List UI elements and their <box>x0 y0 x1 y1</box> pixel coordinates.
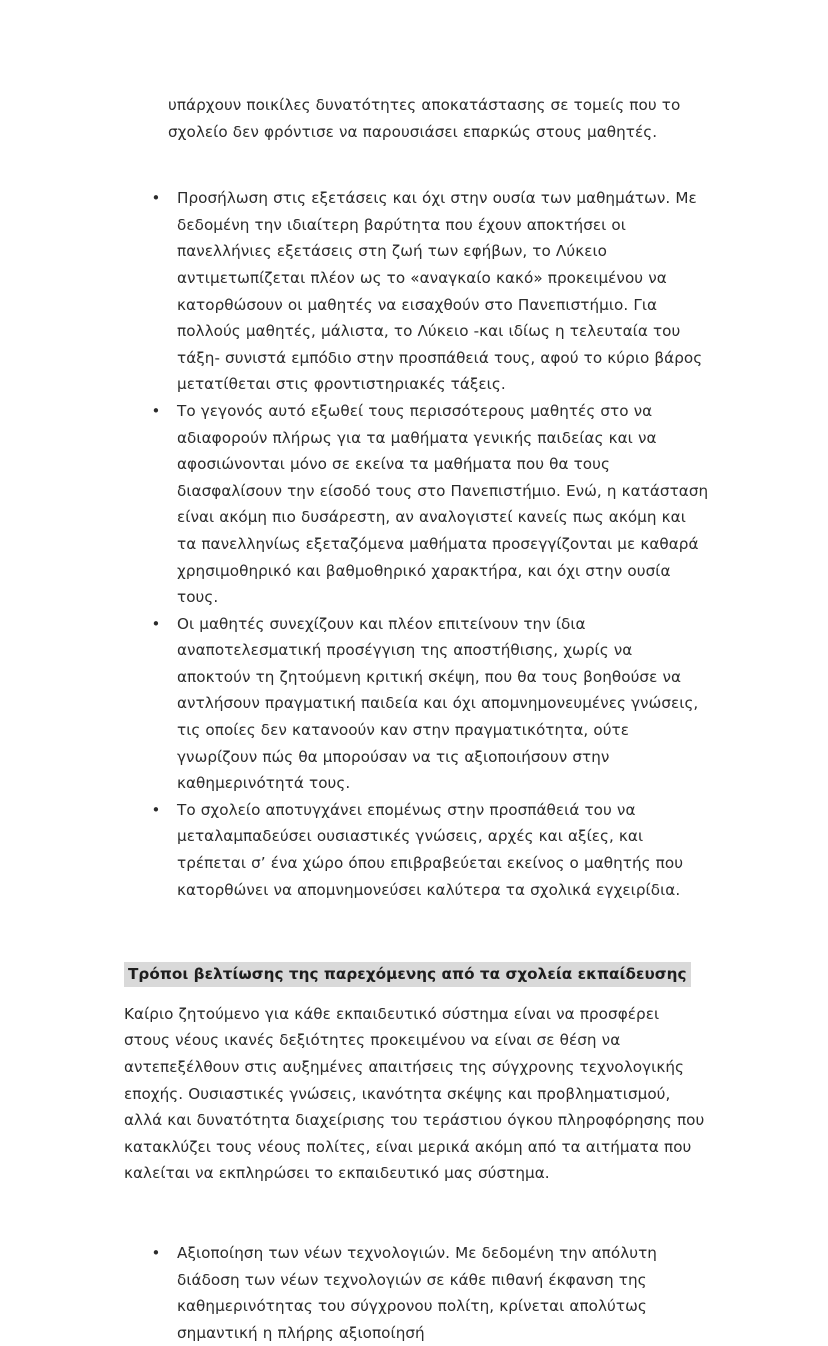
bullet-icon: • <box>151 800 161 819</box>
list-item <box>124 398 710 611</box>
bullet-icon: • <box>151 614 161 633</box>
page-content <box>124 92 710 1346</box>
intro-paragraph: υπάρχουν ποικίλες δυνατότητες αποκατάστασης σε τομείς που το σχολείο δεν φρόντισε να παρουσιάσει επαρκώς στους μαθητές. <box>168 96 681 141</box>
section-heading: Τρόποι βελτίωσης της παρεχόμενης από τα σχολεία εκπαίδευσης <box>124 962 691 987</box>
bullet-icon: • <box>151 189 161 208</box>
list-item-text: Προσήλωση στις εξετάσεις και όχι στην ουσία των μαθημάτων. Με δεδομένη την ιδιαίτερη βαρύτητα που έχουν αποκτήσει οι πανελλήνιες εξετάσεις στη ζωή των εφήβων, το Λύκειο αντιμετωπίζεται πλέον ως το «αναγκαίο κακό» προκειμένου να κατορθώσουν οι μαθητές να εισαχθούν στο Πανεπιστήμιο. Για πολλούς μαθητές, μάλιστα, το Λύκειο -και ιδίως η τελευταία του τάξη- συνιστά εμπόδιο στην προσπάθειά τους, αφού το κύριο βάρος μετατίθεται στις φροντιστηριακές τάξεις. <box>177 189 703 394</box>
bullet-icon: • <box>151 401 161 420</box>
spacer <box>124 1187 710 1240</box>
list-item-text: Οι μαθητές συνεχίζουν και πλέον επιτείνουν την ίδια αναποτελεσματική προσέγγιση της αποστήθισης, χωρίς να αποκτούν τη ζητούμενη κριτική σκέψη, που θα τους βοηθούσε να αντλήσουν πραγματική παιδεία και όχι απομνημονευμένες γνώσεις, τις οποίες δεν κατανοούν καν στην πραγματικότητα, ούτε γνωρίζουν πώς θα μπορούσαν να τις αξιοποιήσουν στην καθημερινότητά τους. <box>177 614 699 793</box>
bullet-icon: • <box>151 1243 161 1262</box>
section-paragraph: Καίριο ζητούμενο για κάθε εκπαιδευτικό σύστημα είναι να προσφέρει στους νέους ικανές δεξιότητες προκειμένου να είναι σε θέση να αντεπεξέλθουν στις αυξημένες απαιτήσεις της σύγχρονης τεχνολογικής εποχής. Ουσιαστικές γνώσεις, ικανότητα σκέψης και προβληματισμού, αλλά και δυνατότητα διαχείρισης του τεράστιου όγκου πληροφόρησης που κατακλύζει τους νέους πολίτες, είναι μερικά ακόμη από τα αιτήματα που καλείται να εκπληρώσει το εκπαιδευτικό μας σύστημα. <box>124 1004 705 1183</box>
second-bullet-list <box>124 1240 710 1346</box>
list-item <box>124 1240 710 1346</box>
list-item <box>124 611 710 797</box>
list-item <box>124 797 710 903</box>
section-heading-row <box>124 961 710 988</box>
list-item-text: Το σχολείο αποτυγχάνει επομένως στην προσπάθειά του να μεταλαμπαδεύσει ουσιαστικές γνώσεις, αρχές και αξίες, και τρέπεται σ’ ένα χώρο όπου επιβραβεύεται εκείνος ο μαθητής που κατορθώνει να απομνημονεύσει καλύτερα τα σχολικά εγχειρίδια. <box>177 800 684 899</box>
list-item <box>124 185 710 398</box>
list-item-text: Αξιοποίηση των νέων τεχνολογιών. Με δεδομένη την απόλυτη διάδοση των νέων τεχνολογιών σε κάθε πιθανή έκφανση της καθημερινότητας του σύγχρονου πολίτη, κρίνεται απολύτως σημαντική η πλήρης αξιοποίησή <box>177 1243 657 1342</box>
list-item-text: Το γεγονός αυτό εξωθεί τους περισσότερους μαθητές στο να αδιαφορούν πλήρως για τα μαθήματα γενικής παιδείας και να αφοσιώνονται μόνο σε εκείνα τα μαθήματα που θα τους διασφαλίσουν την είσοδό τους στο Πανεπιστήμιο. Ενώ, η κατάσταση είναι ακόμη πιο δυσάρεστη, αν αναλογιστεί κανείς πως ακόμη και τα πανελληνίως εξεταζόμενα μαθήματα προσεγγίζονται με καθαρά χρησιμοθηρικό και βαθμοθηρικό χαρακτήρα, και όχι στην ουσία τους. <box>177 401 709 607</box>
spacer <box>124 988 710 1001</box>
first-bullet-list <box>124 185 710 903</box>
spacer <box>124 903 710 961</box>
spacer <box>124 145 710 185</box>
